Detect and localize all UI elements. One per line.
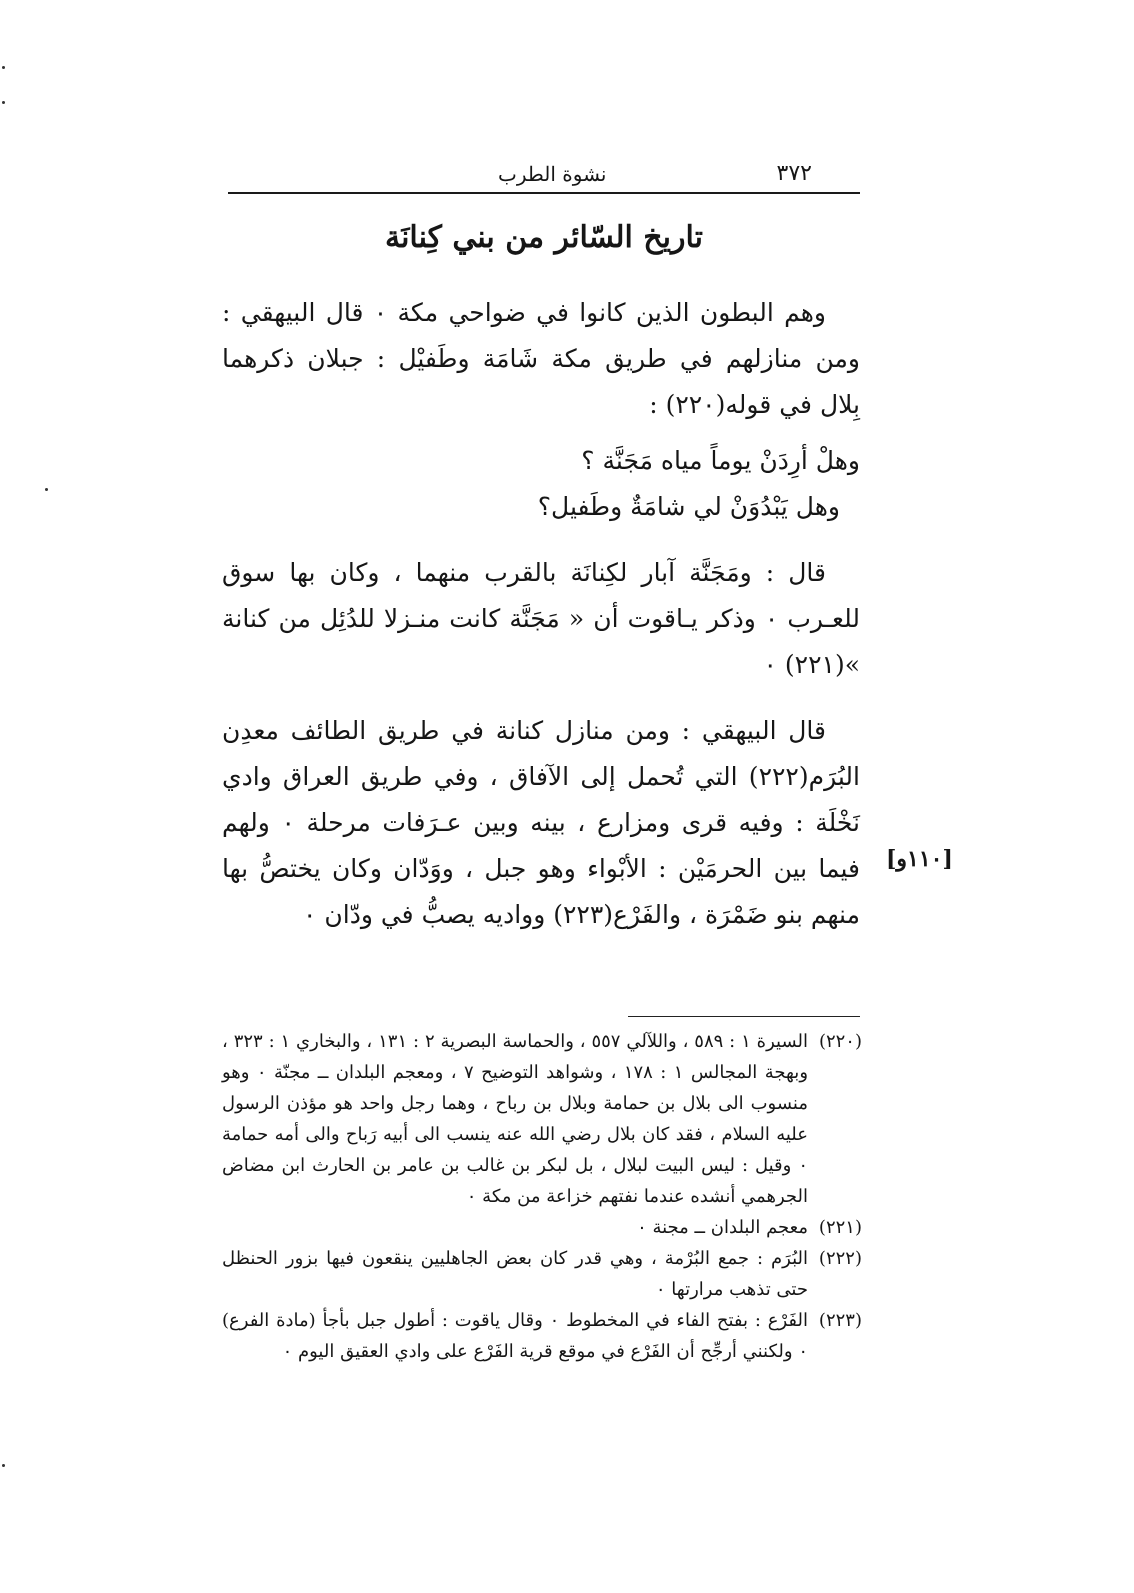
footnote-223 [222,1305,862,1367]
running-head [228,162,860,194]
verse-line-1: وهلْ أرِدَنْ يوماً مياه مَجَنَّة ؟ [581,446,860,475]
footnote-text: الفَرْع : بفتح الفاء في المخطوط ٠ وقال ياقوت : أطول جبل بأجأ (مادة الفرع) ٠ ولكنني أرجِّح أن الفَرْع في موقع قرية الفَرْع على وادي العقيق اليوم ٠ [222,1310,808,1362]
book-title: نشوة الطرب [498,162,607,186]
footnote-222 [222,1243,862,1305]
footnote-220 [222,1026,862,1212]
footnote-221 [222,1212,862,1243]
verse-line-2: وهل يَبْدُوَنْ لي شامَةٌ وطَفيل؟ [537,492,840,521]
footnotes [222,1026,862,1367]
scan-speck [45,488,48,491]
paragraph-3: قال البيهقي : ومن منازل كنانة في طريق الطائف معدِن البُرَم(٢٢٢) التي تُحمل إلى الآفاق ، وفي طريق العراق وادي نَخْلَة : وفيه قرى ومزارع ، بينه وبين عـرَفات مرحلة ٠ ولهم فيما بين الحرمَيْن : الأبْواء وهو جبل ، ووَدّان وكان يختصُّ بها منهم بنو ضَمْرَة ، والفَرْع(٢٢٣) وواديه يصبُّ في ودّان ٠ [222,716,860,929]
paragraph-2: قال : ومَجَنَّة آبار لكِنانَة بالقرب منهما ، وكان بها سوق للعـرب ٠ وذكر يـاقوت أن « مَجَنَّة كانت منـزلا للدُئِل من كنانة »(٢٢١) ٠ [222,558,860,679]
footnote-number: (٢٢٣) [818,1310,862,1331]
footnote-number: (٢٢٢) [818,1248,862,1269]
scan-speck [2,1464,5,1467]
verse-group [222,438,860,530]
body-text [222,290,860,938]
paragraph-1: وهم البطون الذين كانوا في ضواحي مكة ٠ قال البيهقي : ومن منازلهم في طريق مكة شَامَة وطَفيْل : جبلان ذكرهما بِلال في قوله(٢٢٠) : [222,298,860,419]
footnote-text: البُرَم : جمع البُرْمة ، وهي قدر كان بعض الجاهليين ينقعون فيها بزور الحنظل حتى تذهب مرارتها ٠ [222,1248,808,1300]
page-number: ٣٧٢ [776,161,812,186]
footnote-number: (٢٢١) [818,1217,862,1238]
marginal-folio-note: [١١٠و] [886,846,953,872]
footnote-rule [628,1016,860,1017]
scan-speck [2,101,5,104]
footnote-text: السيرة ١ : ٥٨٩ ، واللآلي ٥٥٧ ، والحماسة البصرية ٢ : ١٣١ ، والبخاري ١ : ٣٢٣ ، وبهجة المجالس ١ : ١٧٨ ، وشواهد التوضيح ٧ ، ومعجم البلدان ــ مجنّة ٠ وهو منسوب الى بلال بن حمامة وبلال بن رباح ، وهما رجل واحد هو مؤذن الرسول عليه السلام ، فقد كان بلال رضي الله عنه ينسب الى أبيه رَباح والى أمه حمامة ٠ وقيل : ليس البيت لبلال ، بل لبكر بن غالب بن عامر بن الحارث ابن مضاض الجرهمي أنشده عندما نفتهم خزاعة من مكة ٠ [222,1031,809,1207]
chapter-title: تاريخ السّائر من بني كِنانَة [385,220,703,255]
footnote-number: (٢٢٠) [818,1031,863,1052]
scan-speck [2,66,5,69]
footnote-text: معجم البلدان ــ مجنة ٠ [637,1217,808,1238]
